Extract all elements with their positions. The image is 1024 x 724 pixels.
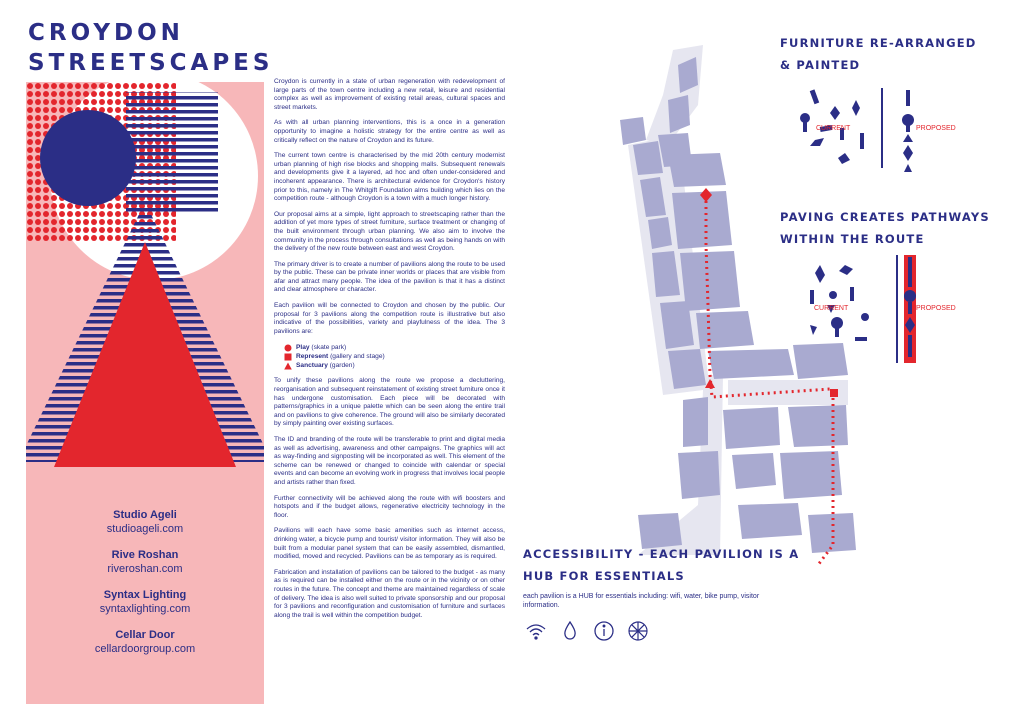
credit-rive-roshan [26, 548, 264, 576]
wifi-icon [525, 620, 547, 642]
title-line-2: STREETSCAPES [28, 50, 274, 76]
heading-line: ACCESSIBILITY - EACH PAVILION IS A [523, 547, 800, 561]
list-item [284, 361, 505, 370]
heading-line: FURNITURE RE-ARRANGED [780, 36, 977, 50]
heading-line: & PAINTED [780, 58, 861, 72]
heading-line: WITHIN THE ROUTE [780, 232, 925, 246]
paragraph: Fabrication and installation of pavilions can be tailored to the budget - as many as is required can be installed either on the route or in the vicinity or on other routes in the future. The concept and theme are maintained regardless of scale of delivery. The idea is also well suited to private sponsorship and our proposal for 3 pavilions and reconfiguration and customisation of furniture and surfaces along the trail is well within the competition budget. [274, 568, 505, 619]
page-title [28, 18, 273, 78]
pavilion-name: Sanctuary [296, 362, 328, 370]
credit-url[interactable]: cellardoorgroup.com [94, 643, 196, 655]
pavilion-desc: (gallery and stage) [330, 353, 385, 361]
credit-url[interactable]: studioageli.com [106, 523, 184, 535]
paragraph: The primary driver is to create a number of pavilions along the route to be used by the public. These can be private inner worlds or places that are visible from afar and attract many people. The idea of the pavilion is that it has a distinct and clear atmosphere or character. [274, 260, 505, 294]
paragraph: Pavilions will each have some basic amenities such as internet access, drinking water, a bicycle pump and tourist/ visitor information. They will also be built from a modular panel system that can be easily assembled, dismantled, modified, moved and recycled. Pavilions can be as temporary as is required. [274, 527, 505, 561]
heading-line: PAVING CREATES PATHWAYS [780, 210, 990, 224]
list-item [284, 352, 505, 361]
accessibility-text: each pavilion is a HUB for essentials including: wifi, water, bike pump, visitor information. [523, 593, 760, 609]
pavilion-name: Play [296, 344, 310, 352]
proposal-body-text [274, 78, 505, 627]
paragraph: Further connectivity will be achieved along the route with wifi boosters and hotspots and if the budget allows, regenerative electricity technology in the floor. [274, 494, 505, 519]
title-line-1: CROYDON [28, 20, 184, 46]
paragraph: The current town centre is characterised by the mid 20th century modernist urban planning of high rise blocks and shopping malls. Subsequent renewals and developments give it a layered, ad hoc and often under-considered and incoherent appearance. There is architectural evidence for Croydon's history prior to this, namely in The Whitgift Foundation alms building which lies on the competition route - although Croydon is a town with a much longer history. [274, 152, 505, 203]
paving-heading [780, 206, 990, 250]
paragraph: To unify these pavilions along the route we propose a decluttering, reorganisation and subsequent reinstatement of existing street furniture once it has undergone customisation. Each piece will be decorated with patterns/graphics in a unique palette which can be seen along the entire trail and on pavilions to give coherence. The ground will also be similarly decorated by simply painting over existing surfaces. [274, 377, 505, 428]
pavilion-name: Represent [296, 353, 329, 361]
information-icon [593, 620, 615, 642]
credit-url[interactable]: syntaxlighting.com [99, 603, 191, 615]
pavilion-list [274, 343, 505, 370]
proposed-label: PROPOSED [916, 305, 956, 312]
bicycle-wheel-icon [627, 620, 649, 642]
circle-icon [284, 344, 292, 352]
paragraph: As with all urban planning interventions, this is a once in a generation opportunity to imagine a holistic strategy for the entire centre as well as critically reflect on the nature of Croydon and its future. [274, 119, 505, 144]
amenity-icons [525, 620, 649, 642]
credit-url[interactable]: riveroshan.com [107, 563, 183, 575]
proposed-label: PROPOSED [916, 125, 956, 132]
credit-studio-ageli [26, 508, 264, 536]
water-drop-icon [559, 620, 581, 642]
pavilion-desc: (skate park) [311, 344, 347, 352]
list-item [284, 343, 505, 352]
furniture-diagram [790, 88, 950, 178]
furniture-heading [780, 32, 977, 76]
accessibility-heading [523, 543, 799, 587]
heading-line: HUB FOR ESSENTIALS [523, 569, 685, 583]
credit-name: Syntax Lighting [103, 589, 187, 601]
credits-list [26, 508, 264, 668]
credit-name: Cellar Door [115, 629, 175, 641]
paragraph: Our proposal aims at a simple, light approach to streetscaping rather than the addition of yet more types of street furniture, surface treatment or changing of the built environment through urban planning. We also aim to involve the community in the process through consultations as well as being hands on with the delivery of the new route between east and west Croydon. [274, 210, 505, 253]
square-icon [284, 353, 292, 361]
pavilion-desc: (garden) [329, 362, 355, 370]
paragraph: Croydon is currently in a state of urban regeneration with redevelopment of large parts of the town centre including a new retail, leisure and residential complex as well as improvement of existing retail areas, cultural spaces and street markets. [274, 78, 505, 111]
pavilion-marker [830, 389, 838, 397]
credit-name: Studio Ageli [113, 509, 177, 521]
credit-cellar-door [26, 628, 264, 656]
paragraph: Each pavilion will be connected to Croydon and chosen by the public. Our proposal for 3 pavilions along the competition route is illustrative but also indicative of the possibilities, variety and playfulness of the idea. The 3 pavilions are: [274, 302, 505, 335]
credit-name: Rive Roshan [111, 549, 179, 561]
paving-diagram [795, 255, 955, 370]
current-label: CURRENT [814, 305, 849, 312]
triangle-icon [284, 362, 292, 370]
credit-syntax-lighting [26, 588, 264, 616]
paragraph: The ID and branding of the route will be transferable to print and digital media as well as advertising, awareness and other campaigns. The graphics will act as way-finding and signposting will be incorporated as well. This element of the scheme can be renewed or changed to coincide with calendar or special events and can become an evolving work in progress that involves local people and artists rather than fixed. [274, 436, 505, 486]
current-label: CURRENT [816, 125, 851, 132]
